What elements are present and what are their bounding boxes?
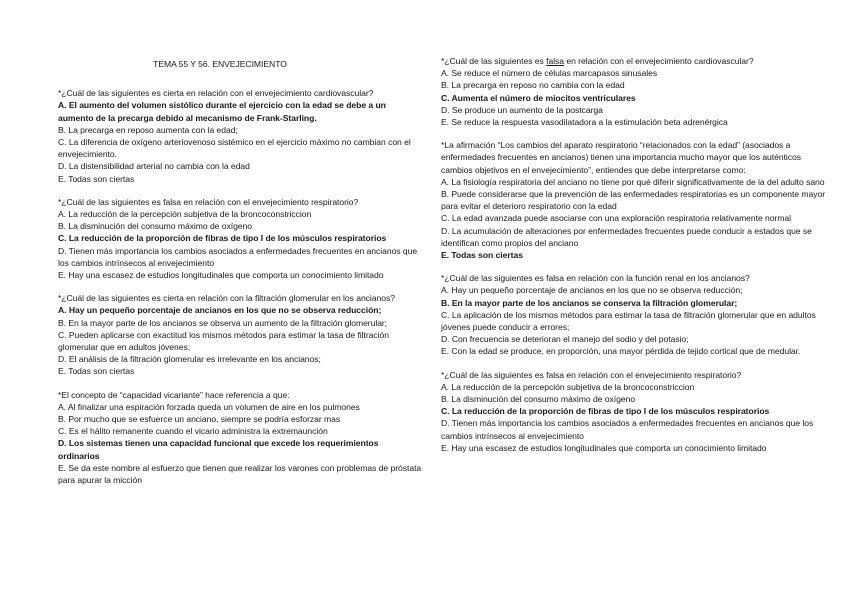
option-b: B. La disminución del consumo máximo de oxígeno — [441, 394, 635, 405]
option-b: B. La disminución del consumo máximo de oxígeno — [58, 221, 252, 232]
question-stem: *¿Cuál de las siguientes es falsa en relación con el envejecimiento respiratorio? — [441, 369, 742, 380]
question-6 — [441, 139, 827, 261]
right-column — [441, 55, 827, 465]
question-stem: *¿Cuál de las siguientes es falsa en relación con la función renal en los ancianos? — [441, 273, 750, 284]
option-c: C. La reducción de la proporción de fibras de tipo I de los músculos respiratorios — [441, 406, 770, 417]
question-stem — [441, 55, 827, 67]
question-1 — [58, 87, 422, 185]
stem-after: en relación con el envejecimiento cardiovascular? — [564, 56, 754, 66]
option-b: B. Puede considerarse que la prevención de las enfermedades respiratorias es un componente mayor para evitar el deterioro respiratorio con la edad — [441, 189, 826, 212]
stem-before: *¿Cuál de las siguientes es — [441, 56, 547, 66]
question-7 — [441, 272, 827, 357]
option-b: B. La precarga en reposo aumenta con la edad; — [58, 124, 238, 135]
option-c: C. La reducción de la proporción de fibras de tipo I de los músculos respiratorios — [58, 233, 387, 244]
option-e: E. Se reduce la respuesta vasodilatadora a la estimulación beta adrenérgica — [441, 117, 728, 128]
option-c: C. La diferencia de oxígeno arteriovenoso sistémico en el ejercicio máximo no cambian con el envejecimiento. — [58, 137, 411, 160]
question-3 — [58, 292, 422, 377]
option-c: C. La edad avanzada puede asociarse con una exploración respiratoria relativamente normal — [441, 213, 792, 224]
option-a: A. La reducción de la percepción subjetiva de la broncoconstriccion — [58, 209, 312, 220]
option-e: E. Hay una escasez de estudios longitudinales que comporta un conocimiento limitado — [441, 442, 767, 453]
option-a: A. Hay un pequeño porcentaje de ancianos en los que no se observa reducción; — [58, 305, 382, 316]
option-d: D. La acumulación de alteraciones por enfermedades frecuentes puede conducir a estados que se identifican como propios del anciano — [441, 225, 812, 248]
option-b: B. En la mayor parte de los ancianos se observa un aumento de la filtración glomerular; — [58, 317, 388, 328]
question-stem: *¿Cuál de las siguientes es cierta en relación con el envejecimiento cardiovascular? — [58, 88, 374, 99]
option-b: B. En la mayor parte de los ancianos se conserva la filtración glomerular; — [441, 297, 738, 308]
question-5 — [441, 55, 827, 128]
option-e: E. Hay una escasez de estudios longitudinales que comporta un conocimiento limitado — [58, 270, 384, 281]
option-d: D. Con frecuencia se deterioran el manejo del sodio y del potasio; — [441, 334, 689, 345]
left-column — [58, 58, 422, 497]
option-e: E. Con la edad se produce, en proporción, una mayor pérdida de tejido cortical que de medular. — [441, 346, 801, 357]
option-a: A. El aumento del volumen sistólico durante el ejercicio con la edad se debe a un aumento de la precarga debido al mecanismo de Frank-Starling. — [58, 100, 386, 123]
document-title: TEMA 55 Y 56. ENVEJECIMIENTO — [153, 59, 287, 69]
option-e: E. Todas son ciertas — [58, 366, 135, 377]
option-e: E. Se da este nombre al esfuerzo que tienen que realizar los varones con problemas de próstata para apurar la micción — [58, 462, 422, 486]
option-e: E. Todas son ciertas — [58, 173, 135, 184]
question-stem: *¿Cuál de las siguientes es cierta en relación con la filtración glomerular en los ancianos? — [58, 293, 395, 304]
question-4 — [58, 389, 422, 487]
option-c: C. La aplicación de los mismos métodos para estimar la tasa de filtración glomerular que en adultos jóvenes puede conducir a errores; — [441, 309, 816, 333]
option-c: C. Aumenta el número de miocitos ventriculares — [441, 92, 636, 103]
question-stem: *La afirmación “Los cambios del aparato respiratorio “relacionados con la edad” (asociados a enfermedades frecuentes en ancianos) tienen una importancia mucho mayor que los auténticos cambios objetivos en el envejecimiento”, entiendes que debe interpretarse como: — [441, 140, 801, 175]
option-b: B. La precarga en reposo no cambia con la edad — [441, 80, 625, 91]
option-a: A. Al finalizar una espiración forzada queda un volumen de aire en los pulmones — [58, 401, 360, 412]
option-a: A. La reducción de la percepción subjetiva de la broncoconstriccion — [441, 381, 695, 392]
option-d: D. Tienen más importancia los cambios asociados a enfermedades frecuentes en ancianos que los cambios intrínsecos al envejecimiento — [441, 418, 814, 441]
option-d: D. Los sistemas tienen una capacidad funcional que excede los requerimientos ordinarios — [58, 438, 379, 461]
option-c: C. Pueden aplicarse con exactitud los mismos métodos para estimar la tasa de filtración glomerular que en adultos jóvenes; — [58, 329, 389, 353]
option-a: A. Se reduce el número de células marcapasos sinusales — [441, 68, 658, 79]
stem-underlined-word: falsa — [546, 56, 565, 66]
question-stem: *El concepto de “capacidad vicariante” hace referencia a que: — [58, 389, 290, 400]
option-a: A. La fisiología respiratoria del anciano no tiene por qué diferir significativamente de la del adulto sano — [441, 176, 825, 187]
option-d: D. Tienen más importancia los cambios asociados a enfermedades frecuentes en ancianos que los cambios intrínsecos al envejecimiento — [58, 245, 418, 268]
option-d: D. Se produce un aumento de la postcarga — [441, 104, 603, 115]
option-b: B. Por mucho que se esfuerce un anciano, siempre se podría esforzar mas — [58, 414, 341, 425]
option-d: D. La distensibilidad arterial no cambia con la edad — [58, 161, 250, 172]
question-8 — [441, 369, 827, 454]
option-c: C. Es el hálito remanente cuando el vicario administra la extremaunción — [58, 426, 328, 437]
option-a: A. Hay un pequeño porcentaje de ancianos en los que no se observa reducción; — [441, 285, 743, 296]
question-2 — [58, 196, 422, 281]
option-d: D. El análisis de la filtración glomerular es irrelevante en los ancianos; — [58, 354, 321, 365]
question-stem: *¿Cuál de las siguientes es falsa en relación con el envejecimiento respiratorio? — [58, 196, 359, 207]
option-e: E. Todas son ciertas — [441, 250, 523, 261]
